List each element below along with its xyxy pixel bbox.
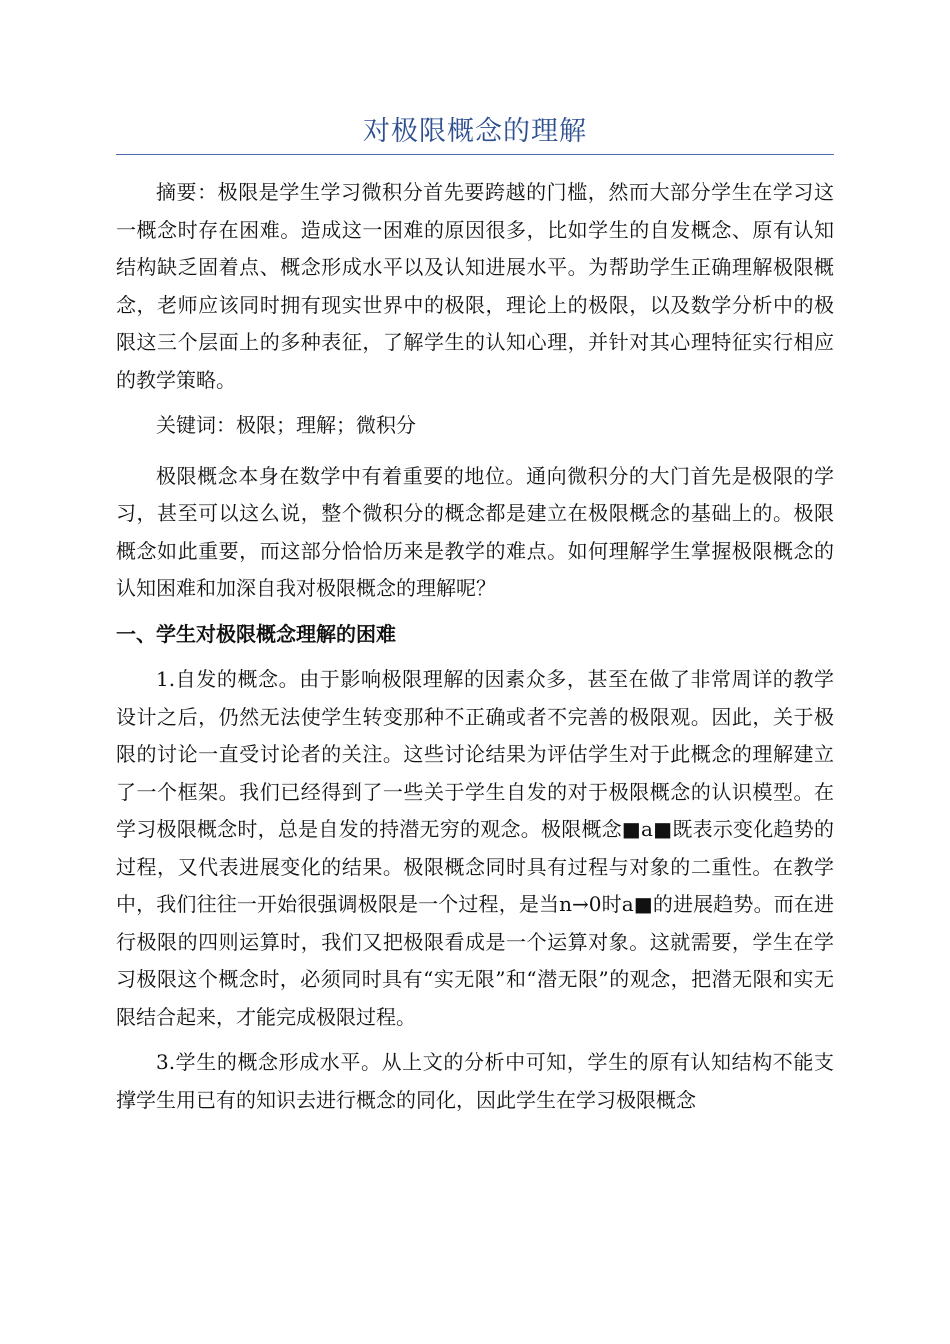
body-paragraph-3: 3.学生的概念形成水平。从上文的分析中可知，学生的原有认知结构不能支撑学生用已有的知识去进行概念的同化，因此学生在学习极限概念 bbox=[116, 1050, 834, 1112]
section-heading: 一、学生对极限概念理解的困难 bbox=[116, 621, 396, 646]
intro-paragraph: 极限概念本身在数学中有着重要的地位。通向微积分的大门首先是极限的学习，甚至可以这么说，整个微积分的概念都是建立在极限概念的基础上的。极限概念如此重要，而这部分恰恰历来是教学的难点。如何理解学生掌握极限概念的认知困难和加深自我对极限概念的理解呢？ bbox=[116, 463, 834, 600]
document-body bbox=[116, 174, 834, 1127]
page-title: 对极限概念的理解 bbox=[363, 116, 587, 147]
abstract-paragraph: 摘要：极限是学生学习微积分首先要跨越的门槛，然而大部分学生在学习这一概念时存在困难。造成这一困难的原因很多，比如学生的自发概念、原有认知结构缺乏固着点、概念形成水平以及认知进展水平。为帮助学生正确理解极限概念，老师应该同时拥有现实世界中的极限，理论上的极限，以及数学分析中的极限这三个层面上的多种表征，了解学生的认知心理，并针对其心理特征实行相应的教学策略。 bbox=[116, 180, 834, 392]
body-paragraph-1: 1.自发的概念。由于影响极限理解的因素众多，甚至在做了非常周详的教学设计之后，仍然无法使学生转变那种不正确或者不完善的极限观。因此，关于极限的讨论一直受讨论者的关注。这些讨论结果为评估学生对于此概念的理解建立了一个框架。我们已经得到了一些关于学生自发的对于极限概念的认识模型。在学习极限概念时，总是自发的持潜无穷的观念。极限概念■a■既表示变化趋势的过程，又代表进展变化的结果。极限概念同时具有过程与对象的二重性。在教学中，我们往往一开始很强调极限是一个过程，是当n→0时a■的进展趋势。而在进行极限的四则运算时，我们又把极限看成是一个运算对象。这就需要，学生在学习极限这个概念时，必须同时具有“实无限”和“潜无限”的观念，把潜无限和实无限结合起来，才能完成极限过程。 bbox=[116, 667, 834, 1029]
title-underline bbox=[116, 154, 834, 155]
keywords-line: 关键词：极限；理解；微积分 bbox=[156, 413, 416, 437]
